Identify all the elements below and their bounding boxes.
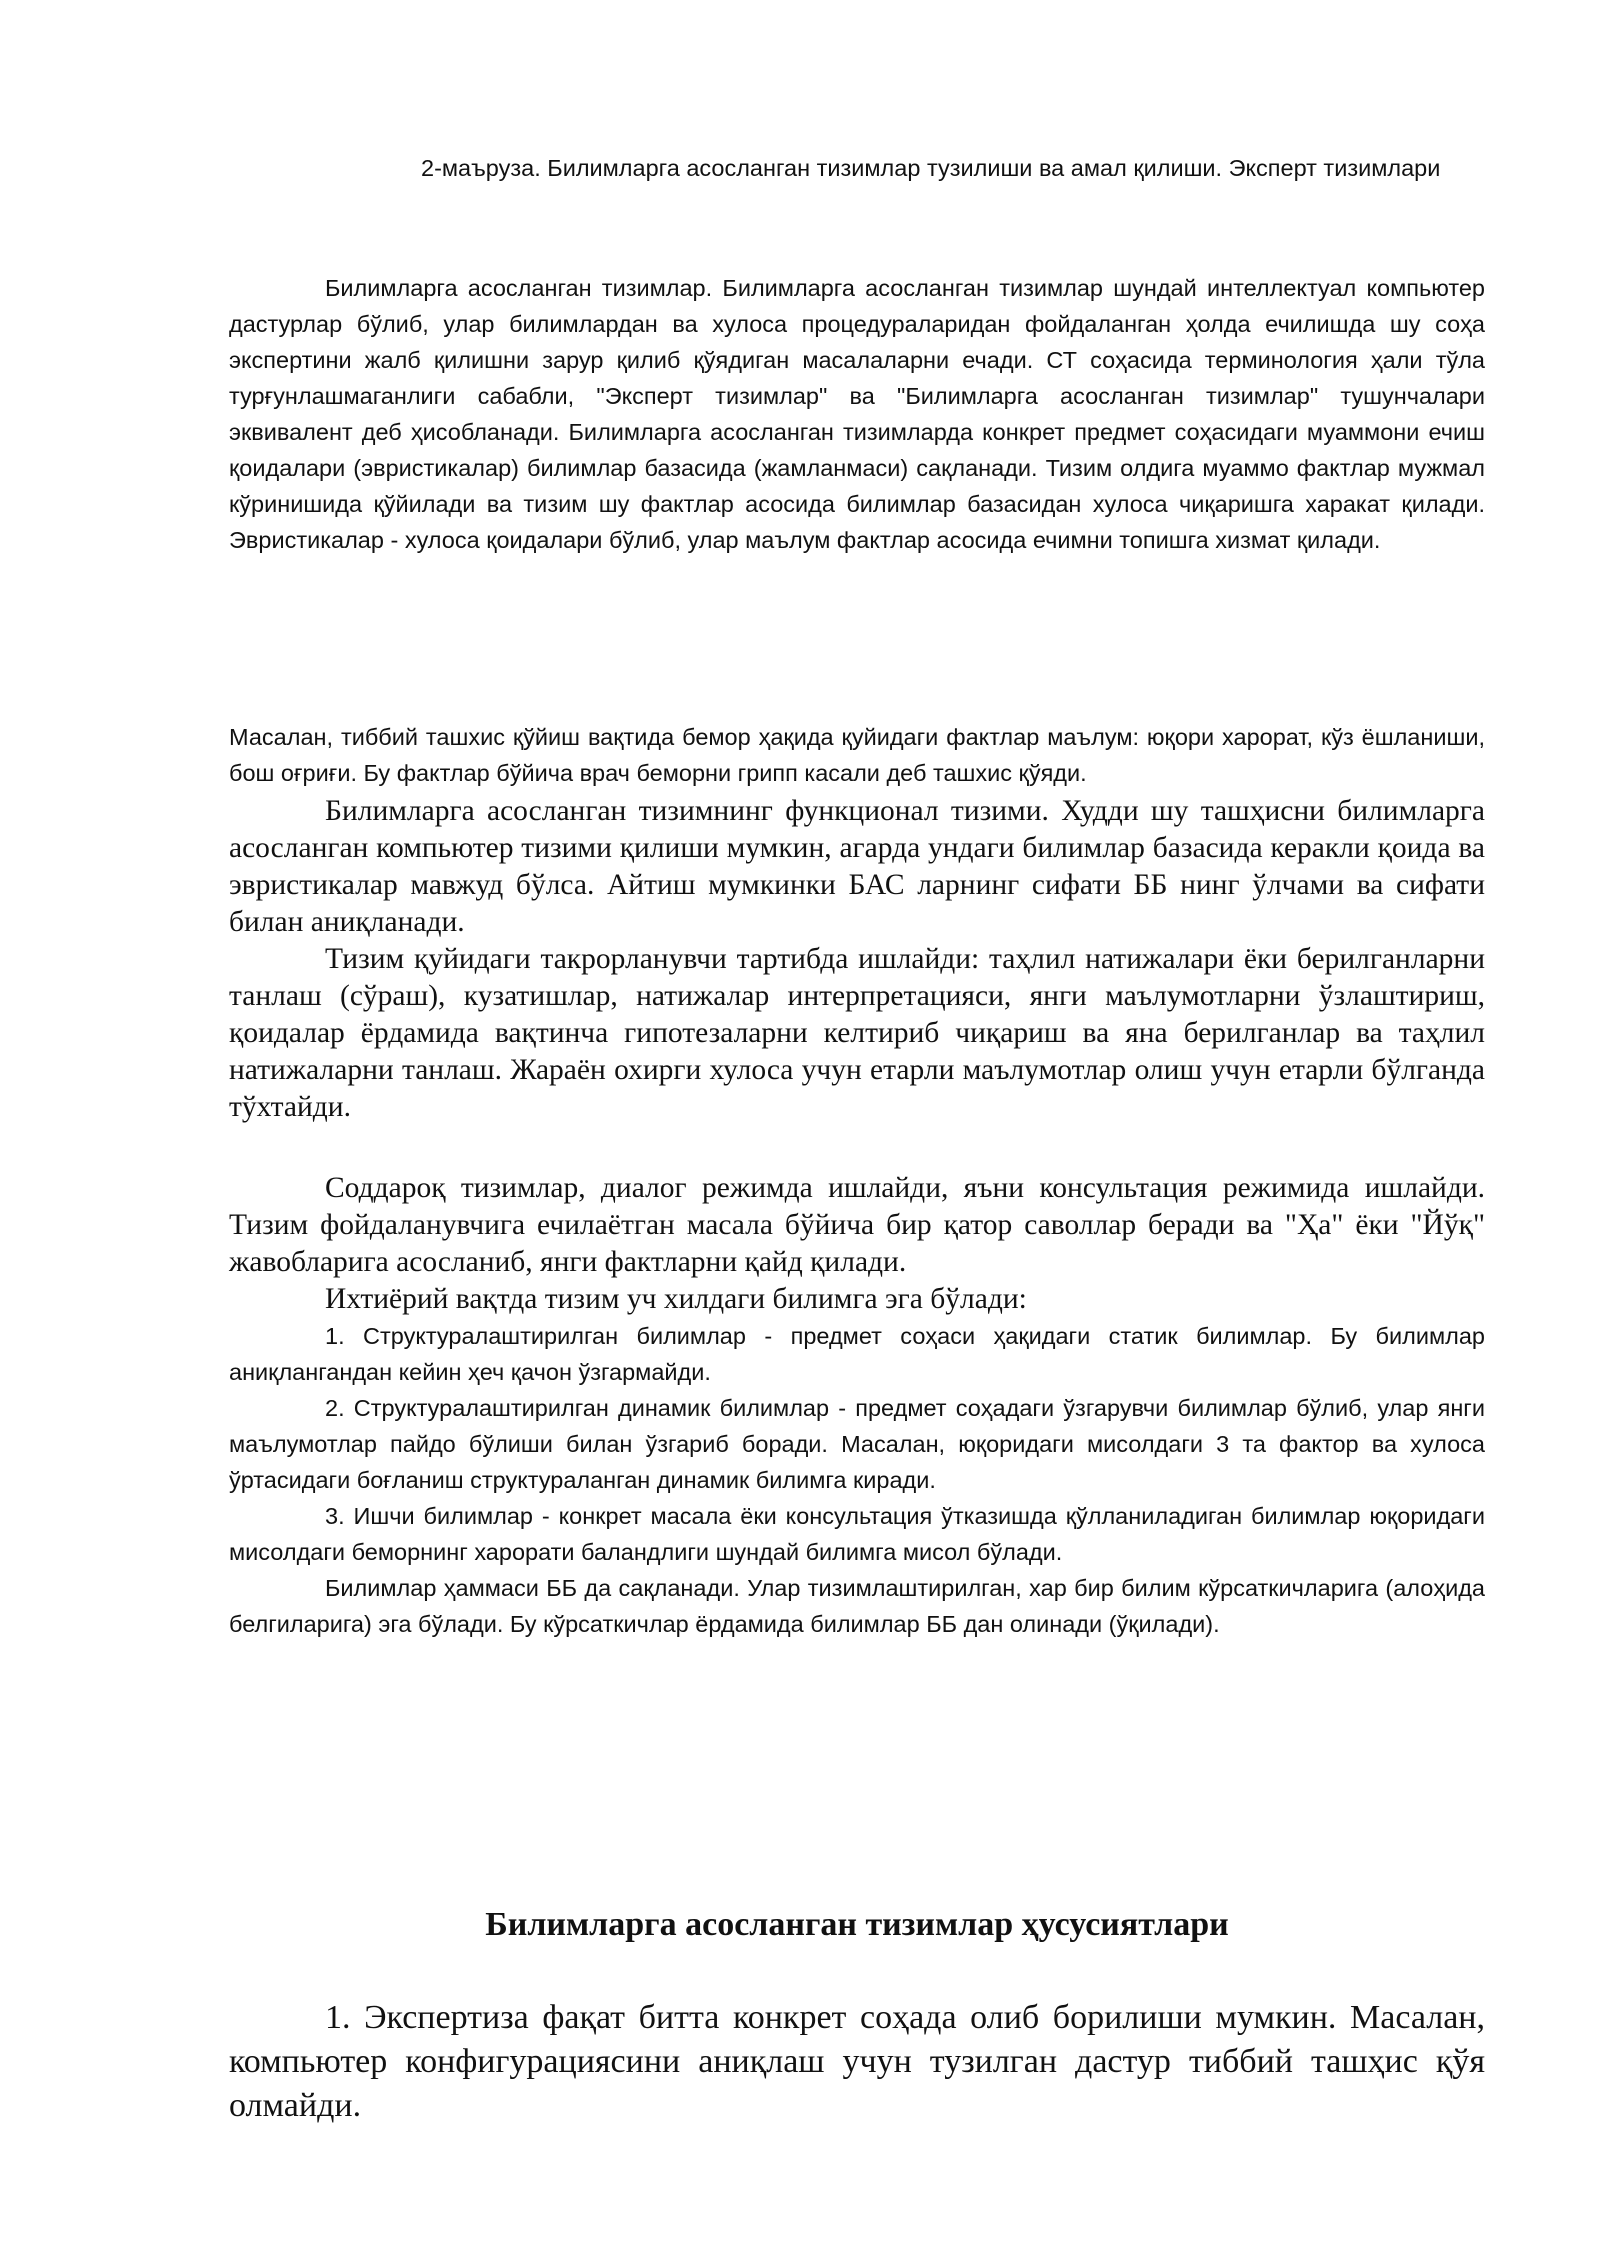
knowledge-type-item: 3. Ишчи билимлар - конкрет масала ёки консультация ўтказишда қўлланиладиган билимлар юқоридаги мисолдаги беморнинг харорати баландлиги шундай билимга мисол бўлади. [229,1503,1485,1565]
dialog-block [229,1170,1485,1642]
knowledge-types-intro: Ихтиёрий вақтда тизим уч хилдаги билимга эга бўлади: [325,1283,1027,1315]
knowledge-type-item: 2. Структуралаштирилган динамик билимлар - предмет соҳадаги ўзгарувчи билимлар бўлиб, улар янги маълумотлар пайдо бўлиши билан ўзгариб боради. Масалан, юқоридаги мисолдаги 3 та фактор ва хулоса ўртасидаги боғланиш структураланган динамик билимга киради. [229,1395,1485,1493]
functional-paragraph: Билимларга асосланган тизимнинг функционал тизими. Худди шу ташҳисни билимларга асосланган компьютер тизими қилиши мумкин, агарда ундаги билимлар базасида керакли қоида ва эвристикалар мавжуд бўлса. Айтиш мумкинки БАС ларнинг сифати ББ нинг ўлчами ва сифати билан аниқланади. [229,795,1485,938]
feature-1-paragraph: 1. Экспертиза фақат битта конкрет соҳада олиб борилиши мумкин. Масалан, компьютер конфигурациясини аниқлаш учун тузилган дастур тиббий ташҳис қўя олмайди. [229,1999,1485,2124]
example-paragraph: Масалан, тиббий ташхис қўйиш вақтида бемор ҳақида қуйидаги фактлар маълум: юқори харорат, кўз ёшланиши, бош оғриғи. Бу фактлар бўйича врач беморни грипп касали деб ташхис қўяди. [229,724,1485,786]
main-body [229,793,1485,1126]
intro-paragraph: Билимларга асосланган тизимлар. Билимларга асосланган тизимлар шундай интеллектуал компьютер дастурлар бўлиб, улар билимлардан ва хулоса процедураларидан фойдаланган ҳолда ечилишда шу соҳа экспертини жалб қилишни зарур қилиб қўядиган масалаларни ечади. СТ соҳасида терминология ҳали тўла турғунлашмаганлиги сабабли, "Эксперт тизимлар" ва "Билимларга асосланган тизимлар" тушунчалари эквивалент деб ҳисобланади. Билимларга асосланган тизимларда конкрет предмет соҳасидаги муаммони ечиш қоидалари (эвристикалар) билимлар базасида (жамланмаси) сақланади. Тизим олдига муаммо фактлар мужмал кўринишида қўйилади ва тизим шу фактлар асосида билимлар базасидан хулоса чиқаришга харакат қилади. Эвристикалар - хулоса қоидалари бўлиб, улар маълум фактлар асосида ечимни топишга хизмат қилади. [229,275,1485,553]
knowledge-type-item: 1. Структуралаштирилган билимлар - предмет соҳаси ҳақидаги статик билимлар. Бу билимлар аниқлангандан кейин ҳеч қачон ўзгармайди. [229,1323,1485,1385]
kb-paragraph: Билимлар ҳаммаси ББ да сақланади. Улар тизимлаштирилган, хар бир билим кўрсаткичларига (алоҳида белгиларига) эга бўлади. Бу кўрсаткичлар ёрдамида билимлар ББ дан олинади (ўқилади). [229,1575,1485,1637]
section-heading: Билимларга асосланган тизимлар ҳусусиятлари [485,1906,1229,1943]
lecture-title: 2-маъруза. Билимларга асосланган тизимлар тузилиши ва амал қилиши. Эксперт тизимлари [421,155,1441,181]
dialog-paragraph: Соддароқ тизимлар, диалог режимда ишлайди, яъни консультация режимида ишлайди. Тизим фойдаланувчига ечилаётган масала бўйича бир қатор саволлар беради ва "Ҳа" ёки "Йўқ" жавобларига асосланиб, янги фактларни қайд қилади. [229,1172,1485,1278]
cycle-paragraph: Тизим қуйидаги такрорланувчи тартибда ишлайди: таҳлил натижалари ёки берилганларни танлаш (сўраш), кузатишлар, натижалар интерпретацияси, янги маълумотларни ўзлаштириш, қоидалар ёрдамида вақтинча гипотезаларни келтириб чиқариш ва яна берилганлар ва таҳлил натижаларни танлаш. Жараён охирги хулоса учун етарли маълумотлар олиш учун етарли бўлганда тўхтайди. [229,943,1485,1123]
